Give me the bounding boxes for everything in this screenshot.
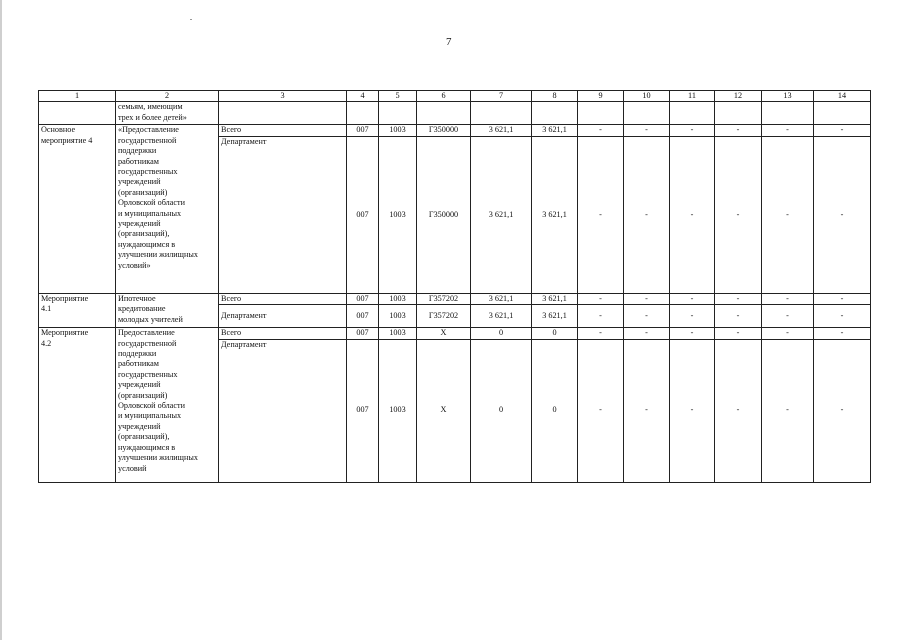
cell: - [814, 293, 871, 304]
header-row [39, 91, 871, 102]
cell: - [670, 305, 715, 328]
activity-code-cell: Мероприятие 4.2 [39, 328, 116, 482]
cell: - [670, 125, 715, 136]
cell [116, 102, 219, 125]
header-cell: 5 [379, 91, 417, 102]
cell: - [624, 136, 670, 293]
cell: - [715, 293, 762, 304]
cell: - [670, 328, 715, 339]
executor-cell: Всего [219, 328, 347, 339]
activity-name-cell: Ипотечное кредитование молодых учителей [116, 293, 219, 327]
cell: 1003 [379, 339, 417, 482]
header-cell: 8 [532, 91, 578, 102]
cell: Г350000 [417, 125, 471, 136]
cell: 0 [471, 328, 532, 339]
cell: - [578, 293, 624, 304]
table-row [39, 293, 871, 304]
cell: - [670, 293, 715, 304]
cell: 0 [471, 339, 532, 482]
cell: 007 [347, 293, 379, 304]
header-cell: 6 [417, 91, 471, 102]
budget-table [38, 90, 871, 483]
cell: - [814, 328, 871, 339]
header-cell: 1 [39, 91, 116, 102]
header-cell: 11 [670, 91, 715, 102]
cell: 007 [347, 339, 379, 482]
cell [39, 102, 116, 125]
cell: - [670, 136, 715, 293]
activity-code-cell: Мероприятие 4.1 [39, 293, 116, 327]
header-cell: 9 [578, 91, 624, 102]
header-cell: 10 [624, 91, 670, 102]
cell: - [762, 328, 814, 339]
cell: 3 621,1 [471, 293, 532, 304]
cell: - [715, 136, 762, 293]
cell: - [715, 328, 762, 339]
cell: - [624, 339, 670, 482]
executor-cell: Департамент [219, 339, 347, 482]
cell: - [814, 136, 871, 293]
header-cell: 7 [471, 91, 532, 102]
cell: - [624, 305, 670, 328]
cell: 1003 [379, 305, 417, 328]
cell: Х [417, 328, 471, 339]
cell: 1003 [379, 293, 417, 304]
cell: - [762, 305, 814, 328]
activity-name-cell: Предоставление государственной поддержки работникам государственных учреждений (организаций) Орловской области и муниципальных учреждений (организаций), нуждающимся в улучшении жилищных условий [116, 328, 219, 482]
cell: - [715, 125, 762, 136]
cell: 007 [347, 305, 379, 328]
activity-name-cell: «Предоставление государственной поддержки работникам государственных учреждений (организаций) Орловской области и муниципальных учреждений (организаций), нуждающимся в улучшении жилищных условий» [116, 125, 219, 293]
cell: - [762, 339, 814, 482]
activity-code-cell: Основное мероприятие 4 [39, 125, 116, 293]
header-cell: 3 [219, 91, 347, 102]
scan-edge [0, 0, 2, 640]
cell: - [624, 293, 670, 304]
header-cell: 4 [347, 91, 379, 102]
cell: 3 621,1 [532, 293, 578, 304]
executor-cell: Всего [219, 293, 347, 304]
executor-cell: Департамент [219, 136, 347, 293]
cell: - [578, 328, 624, 339]
cell: 3 621,1 [532, 136, 578, 293]
cell: 3 621,1 [471, 125, 532, 136]
cell: - [715, 339, 762, 482]
cell: - [578, 339, 624, 482]
header-cell: 13 [762, 91, 814, 102]
cell: Г350000 [417, 136, 471, 293]
cell: - [762, 293, 814, 304]
cell: 0 [532, 328, 578, 339]
cell: - [814, 305, 871, 328]
cell: - [578, 136, 624, 293]
cell [219, 102, 347, 125]
cell: 3 621,1 [532, 125, 578, 136]
header-cell: 12 [715, 91, 762, 102]
executor-cell: Департамент [219, 305, 347, 328]
cell: 0 [532, 339, 578, 482]
cell: 3 621,1 [532, 305, 578, 328]
cell: - [762, 136, 814, 293]
cell: - [578, 305, 624, 328]
cell: - [624, 328, 670, 339]
page-number: 7 [446, 36, 452, 48]
executor-cell: Всего [219, 125, 347, 136]
cell: Х [417, 339, 471, 482]
continuation-row [39, 102, 871, 125]
cell: - [814, 339, 871, 482]
header-cell: 2 [116, 91, 219, 102]
cell: - [670, 339, 715, 482]
cell: 007 [347, 125, 379, 136]
cell: Г357202 [417, 305, 471, 328]
table-row [39, 328, 871, 339]
cell: 1003 [379, 328, 417, 339]
cell: 007 [347, 328, 379, 339]
cell: 3 621,1 [471, 305, 532, 328]
header-cell: 14 [814, 91, 871, 102]
table-row [39, 125, 871, 136]
cell: - [814, 125, 871, 136]
cell: - [762, 125, 814, 136]
cell: - [578, 125, 624, 136]
cell: 007 [347, 136, 379, 293]
cell: - [624, 125, 670, 136]
cell: Г357202 [417, 293, 471, 304]
continued-text: семьям, имеющим трех и более детей» [118, 102, 187, 122]
cell: 1003 [379, 136, 417, 293]
cell: - [715, 305, 762, 328]
scan-speck [190, 19, 192, 20]
cell: 1003 [379, 125, 417, 136]
cell: 3 621,1 [471, 136, 532, 293]
